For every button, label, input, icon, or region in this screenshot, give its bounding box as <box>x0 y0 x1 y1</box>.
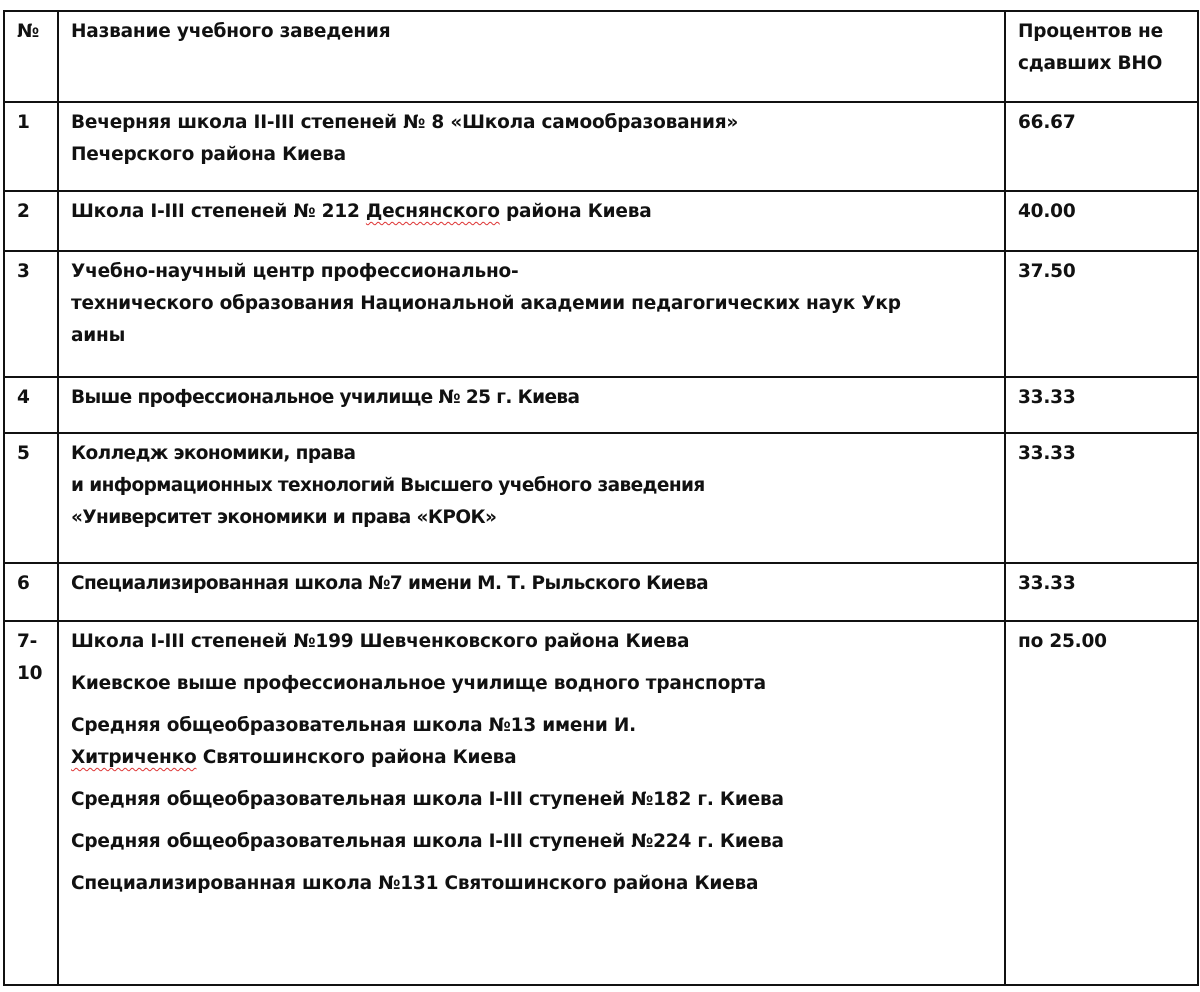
name-line: Учебно-научный центр профессионально- <box>71 261 519 282</box>
name-line: технического образования Национальной академии педагогических наук Укр <box>71 293 901 314</box>
row-name-list <box>58 621 1005 985</box>
row-name <box>58 251 1005 377</box>
list-item <box>71 742 992 774</box>
header-percent <box>1005 11 1198 102</box>
row-num-line: 10 <box>17 663 43 684</box>
name-line: аины <box>71 325 126 346</box>
table-row <box>4 433 1198 563</box>
list-item: Школа I-III степеней №199 Шевченковского района Киева <box>71 631 690 652</box>
list-item: Киевское выше профессиональное училище водного транспорта <box>71 673 766 694</box>
header-name: Название учебного заведения <box>58 11 1005 102</box>
schools-table <box>3 10 1199 986</box>
row-num: 2 <box>4 191 58 251</box>
header-num: № <box>4 11 58 102</box>
spellcheck-underlined-word: Хитриченко <box>71 747 197 768</box>
table-row <box>4 377 1198 433</box>
row-num: 6 <box>4 563 58 621</box>
list-item: Средняя общеобразовательная школа №13 имени И. <box>71 715 636 736</box>
row-percent: 33.33 <box>1005 433 1198 563</box>
name-line: Колледж экономики, права <box>71 443 356 464</box>
row-name <box>58 563 1005 621</box>
list-item: Средняя общеобразовательная школа I-III ступеней №224 г. Киева <box>71 831 784 852</box>
row-percent: 33.33 <box>1005 377 1198 433</box>
header-row <box>4 11 1198 102</box>
row-num <box>4 621 58 985</box>
name-text: района Киева <box>499 201 652 222</box>
row-name <box>58 191 1005 251</box>
name-line: Вечерняя школа II-III степеней № 8 «Школа самообразования» <box>71 112 739 133</box>
row-num-line: 7- <box>17 631 38 652</box>
table-row <box>4 621 1198 985</box>
row-percent: 40.00 <box>1005 191 1198 251</box>
row-name <box>58 102 1005 191</box>
name-line: Выше профессиональное училище № 25 г. Киева <box>71 387 580 408</box>
row-percent: 66.67 <box>1005 102 1198 191</box>
list-item: Средняя общеобразовательная школа I-III ступеней №182 г. Киева <box>71 789 784 810</box>
name-text: Святошинского района Киева <box>196 747 517 768</box>
row-num: 3 <box>4 251 58 377</box>
header-percent-line2: сдавших ВНО <box>1018 53 1163 74</box>
name-line: «Университет экономики и права «КРОК» <box>71 507 497 528</box>
table-row <box>4 102 1198 191</box>
table-row <box>4 191 1198 251</box>
spellcheck-underlined-word: Деснянского <box>365 201 500 222</box>
row-percent: по 25.00 <box>1005 621 1198 985</box>
row-name <box>58 433 1005 563</box>
row-name <box>58 377 1005 433</box>
row-num: 4 <box>4 377 58 433</box>
table-row <box>4 251 1198 377</box>
header-percent-line1: Процентов не <box>1018 21 1163 42</box>
row-num: 5 <box>4 433 58 563</box>
row-percent: 37.50 <box>1005 251 1198 377</box>
name-text: Школа I-III степеней № 212 <box>71 201 366 222</box>
name-line: и информационных технологий Высшего учебного заведения <box>71 475 705 496</box>
name-line: Специализированная школа №7 имени М. Т. Рыльского Киева <box>71 573 708 594</box>
list-item: Специализированная школа №131 Святошинского района Киева <box>71 873 759 894</box>
row-num: 1 <box>4 102 58 191</box>
table-row <box>4 563 1198 621</box>
name-line: Печерского района Киева <box>71 144 346 165</box>
row-percent: 33.33 <box>1005 563 1198 621</box>
